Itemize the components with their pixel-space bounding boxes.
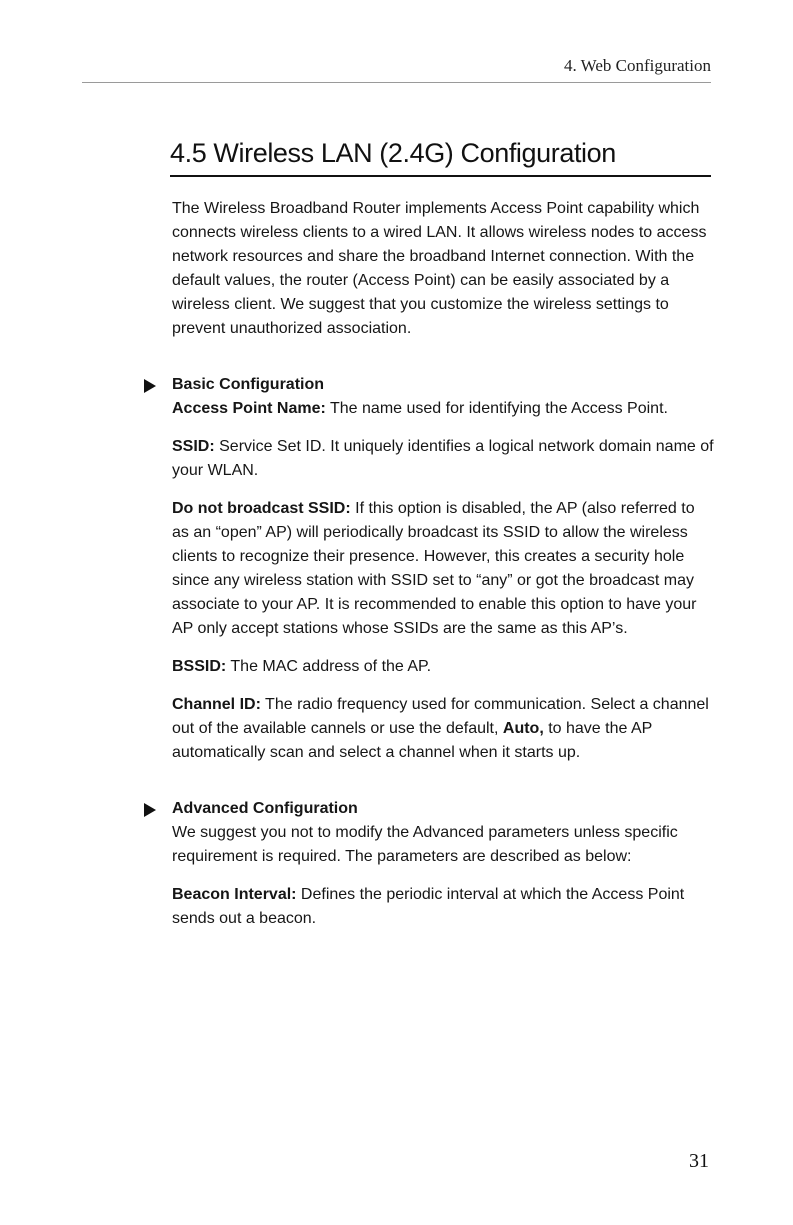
running-header: 4. Web Configuration <box>82 56 711 83</box>
intro-paragraph: The Wireless Broadband Router implements Access Point capability which connects wireless clients to a wired LAN. It allows wireless nodes to access network resources and share the broadband Internet connection. With the default values, the router (Access Point) can be easily associated by a wireless client. We suggest that you customize the wireless settings to prevent unauthorized association. <box>172 200 707 337</box>
definition-bssid <box>172 655 714 679</box>
advanced-intro-paragraph: We suggest you not to modify the Advanced parameters unless specific requirement is required. The parameters are described as below: <box>172 824 678 865</box>
definition-do-not-broadcast-ssid <box>172 497 714 641</box>
triangle-bullet-icon <box>144 803 156 817</box>
triangle-bullet-icon <box>144 379 156 393</box>
definition-channel-id <box>172 693 714 765</box>
definition-text-continued: to have the AP automatically scan and select a channel when it starts up. <box>172 720 652 761</box>
definition-beacon-interval <box>172 883 714 931</box>
definition-inline-bold: Auto, <box>502 720 544 737</box>
definition-text: The MAC address of the AP. <box>226 658 432 675</box>
section-title: 4.5 Wireless LAN (2.4G) Configuration <box>170 138 711 177</box>
definition-term: BSSID: <box>172 658 227 675</box>
definition-term: Channel ID: <box>172 696 261 713</box>
definition-ssid <box>172 435 714 483</box>
page-number: 31 <box>689 1150 709 1172</box>
basic-configuration-heading <box>172 373 714 397</box>
advanced-configuration-heading-text: Advanced Configuration <box>172 800 358 817</box>
definition-access-point-name <box>172 397 714 421</box>
advanced-configuration-heading <box>172 797 714 821</box>
basic-configuration-heading-text: Basic Configuration <box>172 376 325 393</box>
definition-term: Beacon Interval: <box>172 886 297 903</box>
definition-term: Do not broadcast SSID: <box>172 500 351 517</box>
definition-text: Service Set ID. It uniquely identifies a logical network domain name of your WLAN. <box>172 438 714 479</box>
definition-term: Access Point Name: <box>172 400 326 417</box>
document-body <box>172 197 714 945</box>
definition-text: The name used for identifying the Access Point. <box>325 400 668 417</box>
definition-text: If this option is disabled, the AP (also referred to as an “open” AP) will periodically broadcast its SSID to allow the wireless clients to recognize their presence. However, this creates a security hole since any wireless station with SSID set to “any” or got the broadcast may associate to your AP. It is recommended to enable this option to have your AP only accept stations whose SSIDs are the same as this AP’s. <box>172 500 697 637</box>
definition-text: Defines the periodic interval at which the Access Point sends out a beacon. <box>172 886 685 927</box>
definition-term: SSID: <box>172 438 215 455</box>
definition-text: The radio frequency used for communication. Select a channel out of the available cannels or use the default, <box>172 696 709 737</box>
